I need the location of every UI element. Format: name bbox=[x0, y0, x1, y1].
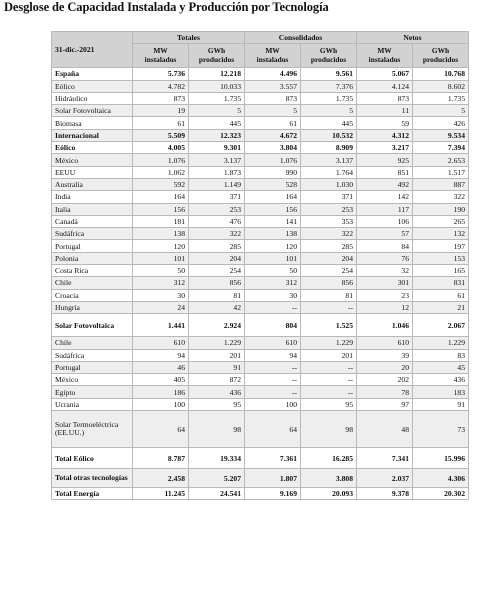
cell-value: -- bbox=[301, 374, 357, 386]
cell-value: 5 bbox=[301, 105, 357, 117]
cell-value: 30 bbox=[245, 289, 301, 301]
cell-value: 5.736 bbox=[133, 68, 189, 80]
cell-value: 81 bbox=[189, 289, 245, 301]
sub-header-gwh: GWh producidos bbox=[301, 44, 357, 68]
table-row bbox=[52, 129, 469, 141]
row-label: Egipto bbox=[52, 386, 133, 398]
table-row bbox=[52, 411, 469, 448]
cell-value: 856 bbox=[189, 277, 245, 289]
cell-value: 94 bbox=[133, 349, 189, 361]
row-label: Sudáfrica bbox=[52, 349, 133, 361]
cell-value: 204 bbox=[189, 252, 245, 264]
table-row bbox=[52, 361, 469, 373]
capacity-table bbox=[51, 31, 469, 500]
cell-value: 16.285 bbox=[301, 448, 357, 469]
cell-value: 8.787 bbox=[133, 448, 189, 469]
cell-value: 186 bbox=[133, 386, 189, 398]
row-label: Total Energía bbox=[52, 488, 133, 500]
cell-value: 285 bbox=[189, 240, 245, 252]
cell-value: 1.873 bbox=[189, 166, 245, 178]
cell-value: -- bbox=[245, 301, 301, 313]
cell-value: 2.924 bbox=[189, 314, 245, 337]
cell-value: 95 bbox=[301, 398, 357, 410]
cell-value: 8.909 bbox=[301, 142, 357, 154]
cell-value: 405 bbox=[133, 374, 189, 386]
row-label: EEUU bbox=[52, 166, 133, 178]
cell-value: 2.067 bbox=[413, 314, 469, 337]
cell-value: 1.441 bbox=[133, 314, 189, 337]
cell-value: 201 bbox=[301, 349, 357, 361]
cell-value: 12 bbox=[357, 301, 413, 313]
cell-value: 8.602 bbox=[413, 80, 469, 92]
cell-value: 436 bbox=[413, 374, 469, 386]
cell-value: 253 bbox=[301, 203, 357, 215]
row-label: Portugal bbox=[52, 361, 133, 373]
row-label: India bbox=[52, 191, 133, 203]
row-label: Australia bbox=[52, 178, 133, 190]
cell-value: 100 bbox=[133, 398, 189, 410]
cell-value: 181 bbox=[133, 215, 189, 227]
cell-value: 4.005 bbox=[133, 142, 189, 154]
row-label: Total Eólico bbox=[52, 448, 133, 469]
cell-value: 32 bbox=[357, 265, 413, 277]
cell-value: 201 bbox=[189, 349, 245, 361]
cell-value: 23 bbox=[357, 289, 413, 301]
cell-value: 10.768 bbox=[413, 68, 469, 80]
cell-value: 371 bbox=[301, 191, 357, 203]
cell-value: 59 bbox=[357, 117, 413, 129]
table-row bbox=[52, 105, 469, 117]
cell-value: 61 bbox=[245, 117, 301, 129]
cell-value: 322 bbox=[301, 228, 357, 240]
row-label: México bbox=[52, 154, 133, 166]
cell-value: -- bbox=[245, 386, 301, 398]
cell-value: 5.207 bbox=[189, 469, 245, 488]
cell-value: 1.046 bbox=[357, 314, 413, 337]
cell-value: 1.229 bbox=[301, 337, 357, 349]
table-row bbox=[52, 349, 469, 361]
cell-value: 15.996 bbox=[413, 448, 469, 469]
cell-value: 426 bbox=[413, 117, 469, 129]
cell-value: 322 bbox=[413, 191, 469, 203]
cell-value: 120 bbox=[133, 240, 189, 252]
table-row bbox=[52, 154, 469, 166]
row-label: Total otras tecnologías bbox=[52, 469, 133, 488]
cell-value: 9.378 bbox=[357, 488, 413, 500]
cell-value: 50 bbox=[245, 265, 301, 277]
row-label: Italia bbox=[52, 203, 133, 215]
cell-value: 322 bbox=[189, 228, 245, 240]
cell-value: 3.137 bbox=[189, 154, 245, 166]
cell-value: 138 bbox=[245, 228, 301, 240]
cell-value: 9.301 bbox=[189, 142, 245, 154]
row-label: Biomasa bbox=[52, 117, 133, 129]
cell-value: 9.534 bbox=[413, 129, 469, 141]
row-label: Eólico bbox=[52, 142, 133, 154]
table-row bbox=[52, 215, 469, 227]
cell-value: 1.229 bbox=[189, 337, 245, 349]
table-row bbox=[52, 228, 469, 240]
cell-value: 5.067 bbox=[357, 68, 413, 80]
cell-value: 156 bbox=[245, 203, 301, 215]
cell-value: 5 bbox=[189, 105, 245, 117]
table-row bbox=[52, 191, 469, 203]
page-title: Desglose de Capacidad Instalada y Producción por Tecnología bbox=[4, 0, 329, 14]
table-row bbox=[52, 398, 469, 410]
cell-value: 436 bbox=[189, 386, 245, 398]
cell-value: 610 bbox=[357, 337, 413, 349]
cell-value: 83 bbox=[413, 349, 469, 361]
cell-value: 98 bbox=[189, 411, 245, 448]
cell-value: 7.341 bbox=[357, 448, 413, 469]
cell-value: 1.229 bbox=[413, 337, 469, 349]
cell-value: 312 bbox=[133, 277, 189, 289]
row-label: España bbox=[52, 68, 133, 80]
cell-value: 12.323 bbox=[189, 129, 245, 141]
sub-header-gwh: GWh producidos bbox=[413, 44, 469, 68]
cell-value: 872 bbox=[189, 374, 245, 386]
cell-value: 2.653 bbox=[413, 154, 469, 166]
cell-value: 2.458 bbox=[133, 469, 189, 488]
cell-value: 39 bbox=[357, 349, 413, 361]
row-label: Ucrania bbox=[52, 398, 133, 410]
cell-value: 57 bbox=[357, 228, 413, 240]
table-row bbox=[52, 265, 469, 277]
cell-value: 91 bbox=[189, 361, 245, 373]
sub-header-mw: MW instalados bbox=[357, 44, 413, 68]
cell-value: 165 bbox=[413, 265, 469, 277]
cell-value: 101 bbox=[245, 252, 301, 264]
cell-value: 10.033 bbox=[189, 80, 245, 92]
cell-value: 50 bbox=[133, 265, 189, 277]
cell-value: -- bbox=[245, 374, 301, 386]
cell-value: 138 bbox=[133, 228, 189, 240]
cell-value: 84 bbox=[357, 240, 413, 252]
table-row bbox=[52, 337, 469, 349]
cell-value: 1.517 bbox=[413, 166, 469, 178]
row-label: Hungría bbox=[52, 301, 133, 313]
row-label: Costa Rica bbox=[52, 265, 133, 277]
cell-value: 1.764 bbox=[301, 166, 357, 178]
cell-value: 1.076 bbox=[133, 154, 189, 166]
cell-value: 3.557 bbox=[245, 80, 301, 92]
table-row bbox=[52, 469, 469, 488]
cell-value: 76 bbox=[357, 252, 413, 264]
cell-value: 476 bbox=[189, 215, 245, 227]
table-row bbox=[52, 117, 469, 129]
row-label: Canadá bbox=[52, 215, 133, 227]
cell-value: 12.218 bbox=[189, 68, 245, 80]
row-label: Solar Fotovoltaica bbox=[52, 105, 133, 117]
cell-value: 445 bbox=[301, 117, 357, 129]
cell-value: 9.169 bbox=[245, 488, 301, 500]
cell-value: 95 bbox=[189, 398, 245, 410]
cell-value: 1.525 bbox=[301, 314, 357, 337]
cell-value: 11 bbox=[357, 105, 413, 117]
cell-value: 353 bbox=[301, 215, 357, 227]
cell-value: 301 bbox=[357, 277, 413, 289]
table-row bbox=[52, 488, 469, 500]
cell-value: 253 bbox=[189, 203, 245, 215]
table-row bbox=[52, 203, 469, 215]
table-row bbox=[52, 240, 469, 252]
sub-header-mw: MW instalados bbox=[245, 44, 301, 68]
cell-value: 64 bbox=[133, 411, 189, 448]
cell-value: 106 bbox=[357, 215, 413, 227]
row-label: Solar Termoeléctrica (EE.UU.) bbox=[52, 411, 133, 448]
cell-value: 5 bbox=[245, 105, 301, 117]
row-label: Eólico bbox=[52, 80, 133, 92]
row-label: Chile bbox=[52, 337, 133, 349]
cell-value: 3.808 bbox=[301, 469, 357, 488]
row-label: Chile bbox=[52, 277, 133, 289]
cell-value: 73 bbox=[413, 411, 469, 448]
table-row bbox=[52, 277, 469, 289]
cell-value: 142 bbox=[357, 191, 413, 203]
cell-value: 24 bbox=[133, 301, 189, 313]
table-row bbox=[52, 252, 469, 264]
cell-value: 873 bbox=[245, 92, 301, 104]
cell-value: -- bbox=[301, 386, 357, 398]
cell-value: 61 bbox=[413, 289, 469, 301]
cell-value: 4.306 bbox=[413, 469, 469, 488]
cell-value: 164 bbox=[133, 191, 189, 203]
table-body bbox=[52, 68, 469, 500]
table-row bbox=[52, 178, 469, 190]
group-header-consolidados: Consolidados bbox=[245, 32, 357, 44]
cell-value: 42 bbox=[189, 301, 245, 313]
cell-value: 45 bbox=[413, 361, 469, 373]
cell-value: 5 bbox=[413, 105, 469, 117]
row-label: Croacia bbox=[52, 289, 133, 301]
group-header-netos: Netos bbox=[357, 32, 469, 44]
cell-value: 78 bbox=[357, 386, 413, 398]
cell-value: 48 bbox=[357, 411, 413, 448]
cell-value: 19.334 bbox=[189, 448, 245, 469]
cell-value: 610 bbox=[133, 337, 189, 349]
cell-value: 1.735 bbox=[301, 92, 357, 104]
cell-value: 156 bbox=[133, 203, 189, 215]
cell-value: 3.137 bbox=[301, 154, 357, 166]
table-row bbox=[52, 166, 469, 178]
cell-value: 2.037 bbox=[357, 469, 413, 488]
cell-value: 445 bbox=[189, 117, 245, 129]
header-group-row bbox=[52, 32, 469, 44]
cell-value: 94 bbox=[245, 349, 301, 361]
sub-header-gwh: GWh producidos bbox=[189, 44, 245, 68]
cell-value: 1.807 bbox=[245, 469, 301, 488]
cell-value: 312 bbox=[245, 277, 301, 289]
cell-value: 7.394 bbox=[413, 142, 469, 154]
cell-value: 3.217 bbox=[357, 142, 413, 154]
cell-value: 11.245 bbox=[133, 488, 189, 500]
cell-value: 24.541 bbox=[189, 488, 245, 500]
cell-value: 100 bbox=[245, 398, 301, 410]
table-row bbox=[52, 289, 469, 301]
cell-value: 81 bbox=[301, 289, 357, 301]
cell-value: 202 bbox=[357, 374, 413, 386]
cell-value: 3.804 bbox=[245, 142, 301, 154]
table-row bbox=[52, 80, 469, 92]
cell-value: 4.312 bbox=[357, 129, 413, 141]
cell-value: 91 bbox=[413, 398, 469, 410]
cell-value: 101 bbox=[133, 252, 189, 264]
cell-value: 46 bbox=[133, 361, 189, 373]
cell-value: 925 bbox=[357, 154, 413, 166]
cell-value: 64 bbox=[245, 411, 301, 448]
cell-value: 7.361 bbox=[245, 448, 301, 469]
cell-value: 9.561 bbox=[301, 68, 357, 80]
cell-value: 856 bbox=[301, 277, 357, 289]
cell-value: -- bbox=[301, 361, 357, 373]
table-row bbox=[52, 448, 469, 469]
table-row bbox=[52, 386, 469, 398]
cell-value: 265 bbox=[413, 215, 469, 227]
row-label: Polonia bbox=[52, 252, 133, 264]
row-label: Portugal bbox=[52, 240, 133, 252]
cell-value: 21 bbox=[413, 301, 469, 313]
cell-value: 30 bbox=[133, 289, 189, 301]
table-row bbox=[52, 68, 469, 80]
cell-value: 141 bbox=[245, 215, 301, 227]
cell-value: 371 bbox=[189, 191, 245, 203]
table-row bbox=[52, 301, 469, 313]
cell-value: 1.076 bbox=[245, 154, 301, 166]
table-row bbox=[52, 142, 469, 154]
cell-value: 610 bbox=[245, 337, 301, 349]
cell-value: 204 bbox=[301, 252, 357, 264]
row-label: Solar Fotovoltaica bbox=[52, 314, 133, 337]
cell-value: 804 bbox=[245, 314, 301, 337]
row-label: Sudáfrica bbox=[52, 228, 133, 240]
row-label: México bbox=[52, 374, 133, 386]
cell-value: 1.735 bbox=[413, 92, 469, 104]
cell-value: 1.149 bbox=[189, 178, 245, 190]
date-header: 31-dic.-2021 bbox=[52, 32, 133, 68]
cell-value: 4.496 bbox=[245, 68, 301, 80]
group-header-totales: Totales bbox=[133, 32, 245, 44]
cell-value: 851 bbox=[357, 166, 413, 178]
cell-value: 528 bbox=[245, 178, 301, 190]
cell-value: 19 bbox=[133, 105, 189, 117]
cell-value: 887 bbox=[413, 178, 469, 190]
cell-value: 97 bbox=[357, 398, 413, 410]
cell-value: 132 bbox=[413, 228, 469, 240]
table-row bbox=[52, 374, 469, 386]
cell-value: 5.509 bbox=[133, 129, 189, 141]
row-label: Hidráulico bbox=[52, 92, 133, 104]
cell-value: 4.124 bbox=[357, 80, 413, 92]
cell-value: 254 bbox=[189, 265, 245, 277]
cell-value: 1.735 bbox=[189, 92, 245, 104]
cell-value: 990 bbox=[245, 166, 301, 178]
cell-value: 164 bbox=[245, 191, 301, 203]
cell-value: 20.302 bbox=[413, 488, 469, 500]
cell-value: 197 bbox=[413, 240, 469, 252]
cell-value: 254 bbox=[301, 265, 357, 277]
cell-value: 831 bbox=[413, 277, 469, 289]
cell-value: 7.376 bbox=[301, 80, 357, 92]
cell-value: -- bbox=[301, 301, 357, 313]
row-label: Internacional bbox=[52, 129, 133, 141]
cell-value: 61 bbox=[133, 117, 189, 129]
cell-value: 20.093 bbox=[301, 488, 357, 500]
cell-value: 4.672 bbox=[245, 129, 301, 141]
cell-value: 873 bbox=[133, 92, 189, 104]
cell-value: 20 bbox=[357, 361, 413, 373]
cell-value: 492 bbox=[357, 178, 413, 190]
table-row bbox=[52, 92, 469, 104]
cell-value: 98 bbox=[301, 411, 357, 448]
cell-value: 1.030 bbox=[301, 178, 357, 190]
cell-value: -- bbox=[245, 361, 301, 373]
cell-value: 153 bbox=[413, 252, 469, 264]
cell-value: 285 bbox=[301, 240, 357, 252]
cell-value: 1.062 bbox=[133, 166, 189, 178]
cell-value: 190 bbox=[413, 203, 469, 215]
cell-value: 120 bbox=[245, 240, 301, 252]
cell-value: 183 bbox=[413, 386, 469, 398]
cell-value: 592 bbox=[133, 178, 189, 190]
cell-value: 873 bbox=[357, 92, 413, 104]
table-row bbox=[52, 314, 469, 337]
cell-value: 4.782 bbox=[133, 80, 189, 92]
cell-value: 117 bbox=[357, 203, 413, 215]
sub-header-mw: MW instalados bbox=[133, 44, 189, 68]
cell-value: 10.532 bbox=[301, 129, 357, 141]
